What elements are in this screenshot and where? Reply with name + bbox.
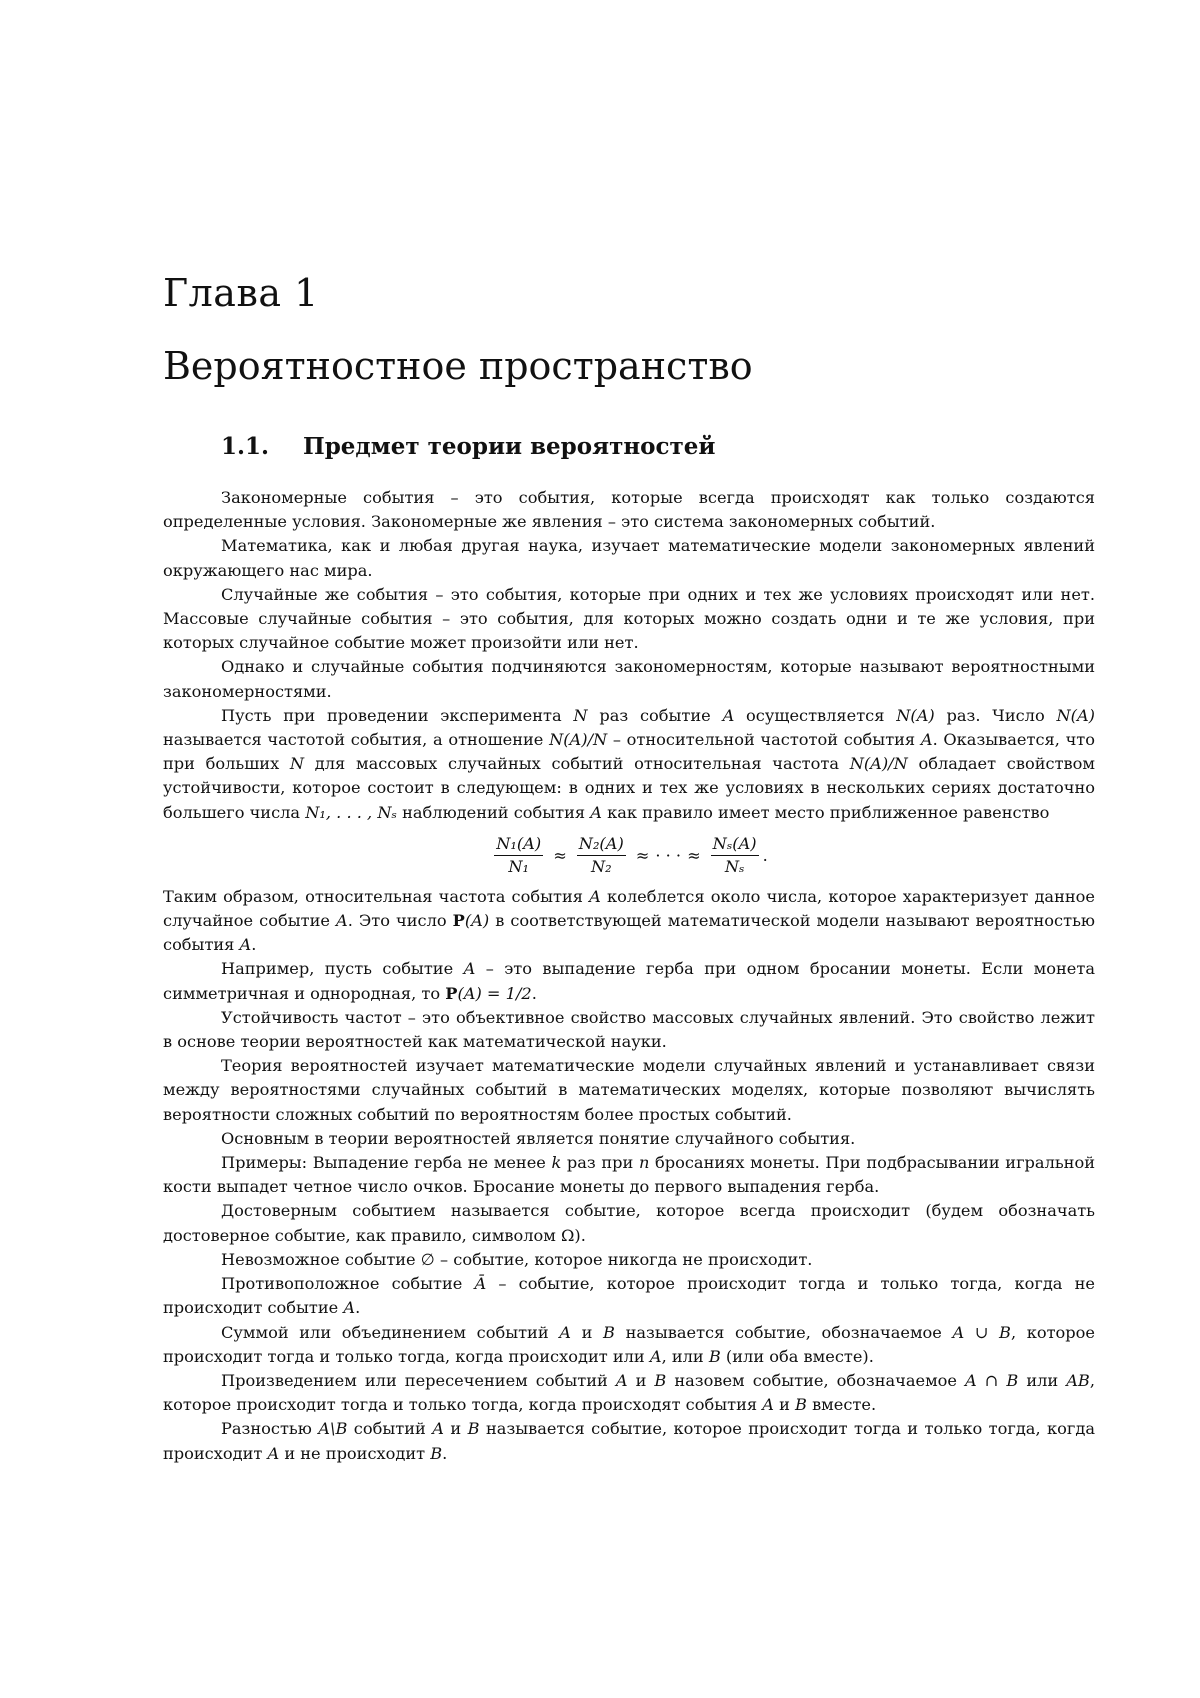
paragraph: Устойчивость частот – это объективное свойство массовых случайных явлений. Это свойство лежит в основе теории вероятностей как математической науки. (163, 1006, 1095, 1054)
paragraph: Разностью A\B событий A и B называется событие, которое происходит тогда и только тогда, когда происходит A и не происходит B. (163, 1417, 1095, 1465)
paragraph: Невозможное событие ∅ – событие, которое никогда не происходит. (163, 1248, 1095, 1272)
body-text (163, 486, 1095, 1466)
paragraph: Произведением или пересечением событий A и B назовем событие, обозначаемое A ∩ B или AB, которое происходит тогда и только тогда, когда происходят события A и B вместе. (163, 1369, 1095, 1417)
fraction: N₂(A) N₂ (577, 834, 626, 877)
chapter-title: Вероятностное пространство (163, 343, 753, 389)
paragraph: Пусть при проведении эксперимента N раз событие A осуществляется N(A) раз. Число N(A) называется частотой события, а отношение N(A)/N – относительной частотой события A. Оказывается, что при больших N для массовых случайных событий относительная частота N(A)/N обладает свойством устойчивости, которое состоит в следующем: в одних и тех же условиях в нескольких сериях достаточно большего числа N₁, . . . , Nₛ наблюдений события A как правило имеет место приближенное равенство (163, 704, 1095, 825)
paragraph: Суммой или объединением событий A и B называется событие, обозначаемое A ∪ B, которое происходит тогда и только тогда, когда происходит или A, или B (или оба вместе). (163, 1321, 1095, 1369)
fraction: Nₛ(A) Nₛ (711, 834, 759, 877)
section-number: 1.1. (221, 432, 303, 462)
paragraph: Математика, как и любая другая наука, изучает математические модели закономерных явлений окружающего нас мира. (163, 534, 1095, 582)
paragraph: Однако и случайные события подчиняются закономерностям, которые называют вероятностными закономерностями. (163, 655, 1095, 703)
paragraph: Противоположное событие Ā – событие, которое происходит тогда и только тогда, когда не происходит событие A. (163, 1272, 1095, 1320)
display-formula: N₁(A) N₁ ≈ N₂(A) N₂ ≈ · · · ≈ Nₛ(A) Nₛ . (163, 827, 1095, 885)
paragraph: Примеры: Выпадение герба не менее k раз при n бросаниях монеты. При подбрасывании игральной кости выпадет четное число очков. Бросание монеты до первого выпадения герба. (163, 1151, 1095, 1199)
section-title: Предмет теории вероятностей (303, 433, 715, 460)
paragraph: Таким образом, относительная частота события A колеблется около числа, которое характеризует данное случайное событие A. Это число P(A) в соответствующей математической модели называют вероятностью события A. (163, 885, 1095, 958)
paragraph: Например, пусть событие A – это выпадение герба при одном бросании монеты. Если монета симметричная и однородная, то P(A) = 1/2. (163, 957, 1095, 1005)
chapter-label: Глава 1 (163, 270, 319, 316)
paragraph: Основным в теории вероятностей является понятие случайного события. (163, 1127, 1095, 1151)
section-heading (221, 432, 715, 462)
paragraph: Теория вероятностей изучает математические модели случайных явлений и устанавливает связи между вероятностями случайных событий в математических моделях, которые позволяют вычислять вероятности сложных событий по вероятностям более простых событий. (163, 1054, 1095, 1127)
paragraph: Достоверным событием называется событие, которое всегда происходит (будем обозначать достоверное событие, как правило, символом Ω). (163, 1199, 1095, 1247)
fraction: N₁(A) N₁ (494, 834, 543, 877)
paragraph: Закономерные события – это события, которые всегда происходят как только создаются определенные условия. Закономерные же явления – это система закономерных событий. (163, 486, 1095, 534)
paragraph: Случайные же события – это события, которые при одних и тех же условиях происходят или нет. Массовые случайные события – это события, для которых можно создать одни и те же условия, при которых случайное событие может произойти или нет. (163, 583, 1095, 656)
